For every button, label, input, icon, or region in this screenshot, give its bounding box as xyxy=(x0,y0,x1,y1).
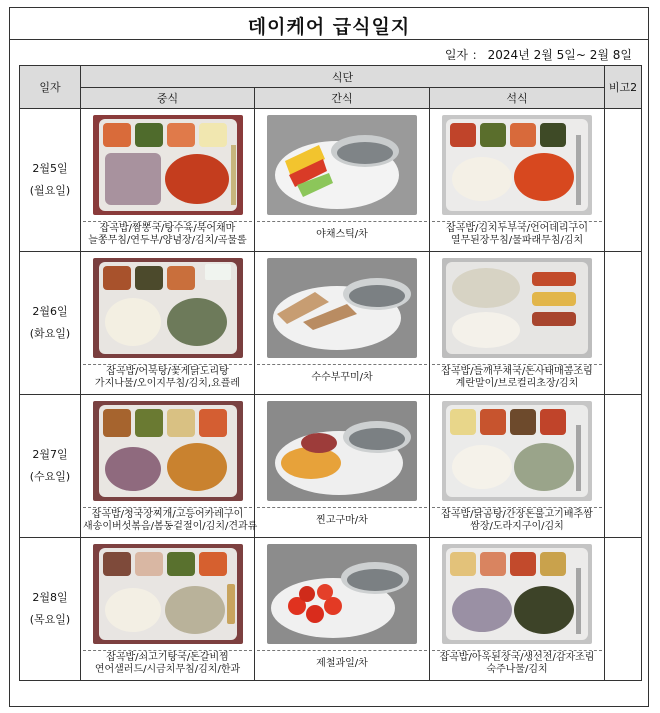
menu-line: 숙주나물/김치 xyxy=(486,664,548,675)
day-date: 2월5일 xyxy=(32,162,68,175)
day-cell xyxy=(20,538,81,681)
dinner-menu xyxy=(432,507,602,534)
header-note: 비고2 xyxy=(605,66,642,109)
lunch-tray-photo xyxy=(93,401,243,501)
dinner-menu xyxy=(432,364,602,391)
table-row xyxy=(20,538,642,681)
date-range: 일자 ： 2024년 2월 5일~ 2월 8일 xyxy=(444,48,632,62)
menu-line: 가지나물/오이지무침/김치,요플레 xyxy=(94,378,241,389)
menu-line: 잡곡밥/짬뽕국/탕수육/북어채마 xyxy=(99,223,236,234)
day-weekday: (수요일) xyxy=(29,470,71,483)
table-row xyxy=(20,252,642,395)
snack-menu xyxy=(257,221,427,248)
snack-menu xyxy=(257,364,427,391)
menu-line: 잡곡밥/쇠고기탕국/돈갈비찜 xyxy=(106,652,229,663)
menu-line: 새송이버섯볶음/봄동겉절이/김치/견과류 xyxy=(83,521,258,532)
menu-line: 연어샐러드/시금치무침/김치/한과 xyxy=(94,664,241,675)
note-cell xyxy=(605,538,642,681)
menu-line: 찐고구마/차 xyxy=(316,515,368,526)
dinner-cell xyxy=(430,252,605,395)
lunch-menu xyxy=(83,364,252,391)
menu-line: 야채스틱/차 xyxy=(316,229,368,240)
page-title: 데이케어 급식일지 xyxy=(247,16,411,38)
header-meal: 식단 xyxy=(81,66,605,88)
lunch-cell xyxy=(81,252,255,395)
dinner-tray-photo xyxy=(442,544,592,644)
header-lunch: 중식 xyxy=(81,88,255,109)
dinner-cell xyxy=(430,109,605,252)
menu-line: 쌈장/도라지구이/김치 xyxy=(470,521,564,532)
lunch-cell xyxy=(81,538,255,681)
menu-line: 잡곡밥/아욱된장국/생선전/감자조림 xyxy=(439,652,595,663)
snack-menu xyxy=(257,650,427,677)
menu-line: 열무된장무침/물파래무침/김치 xyxy=(450,235,584,246)
dinner-menu xyxy=(432,650,602,677)
header-date: 일자 xyxy=(20,66,81,109)
day-date: 2월7일 xyxy=(32,448,68,461)
snack-menu xyxy=(257,507,427,534)
dinner-cell xyxy=(430,395,605,538)
day-date: 2월6일 xyxy=(32,305,68,318)
menu-line: 잡곡밥/청국장찌개/고등어카레구이 xyxy=(91,509,244,520)
lunch-cell xyxy=(81,109,255,252)
snack-cell xyxy=(255,109,430,252)
day-weekday: (목요일) xyxy=(29,613,71,626)
dinner-cell xyxy=(430,538,605,681)
day-weekday: (화요일) xyxy=(29,327,71,340)
dinner-tray-photo xyxy=(442,258,592,358)
menu-line: 제철과일/차 xyxy=(316,658,368,669)
day-cell xyxy=(20,395,81,538)
dinner-tray-photo xyxy=(442,401,592,501)
lunch-tray-photo xyxy=(93,115,243,215)
snack-photo xyxy=(267,115,417,215)
header-snack: 간식 xyxy=(255,88,430,109)
menu-line: 늘쫑무침/연두부/양념장/김치/곡물롤 xyxy=(88,235,247,246)
day-date: 2월8일 xyxy=(32,591,68,604)
table-row xyxy=(20,395,642,538)
snack-photo xyxy=(267,258,417,358)
day-cell xyxy=(20,252,81,395)
snack-cell xyxy=(255,538,430,681)
snack-cell xyxy=(255,252,430,395)
dinner-tray-photo xyxy=(442,115,592,215)
menu-line: 잡곡밥/닭곰탕/간장돈불고기배추쌈 xyxy=(441,509,593,520)
menu-line: 잡곡밥/어묵탕/꽃게닭도리탕 xyxy=(106,366,229,377)
day-cell xyxy=(20,109,81,252)
table-row xyxy=(20,109,642,252)
menu-line: 잡곡밥/들깨무채국/돈사태매콤조림 xyxy=(441,366,593,377)
snack-photo xyxy=(267,401,417,501)
lunch-tray-photo xyxy=(93,544,243,644)
lunch-menu xyxy=(83,650,252,677)
lunch-menu xyxy=(83,507,258,534)
lunch-menu xyxy=(83,221,252,248)
meal-table xyxy=(19,65,642,681)
lunch-cell xyxy=(81,395,258,538)
snack-cell xyxy=(255,395,430,538)
menu-line: 잡곡밥/김치두부국/언어데리구이 xyxy=(446,223,588,234)
note-cell xyxy=(605,395,642,538)
dinner-menu xyxy=(432,221,602,248)
note-cell xyxy=(605,252,642,395)
header-dinner: 석식 xyxy=(430,88,605,109)
day-weekday: (월요일) xyxy=(29,184,71,197)
title-divider xyxy=(10,39,648,40)
meal-log-sheet xyxy=(9,7,649,707)
menu-line: 수수부꾸미/차 xyxy=(311,372,373,383)
note-cell xyxy=(605,109,642,252)
lunch-tray-photo xyxy=(93,258,243,358)
menu-line: 계란말이/브로컬리초장/김치 xyxy=(455,378,579,389)
snack-photo xyxy=(267,544,417,644)
